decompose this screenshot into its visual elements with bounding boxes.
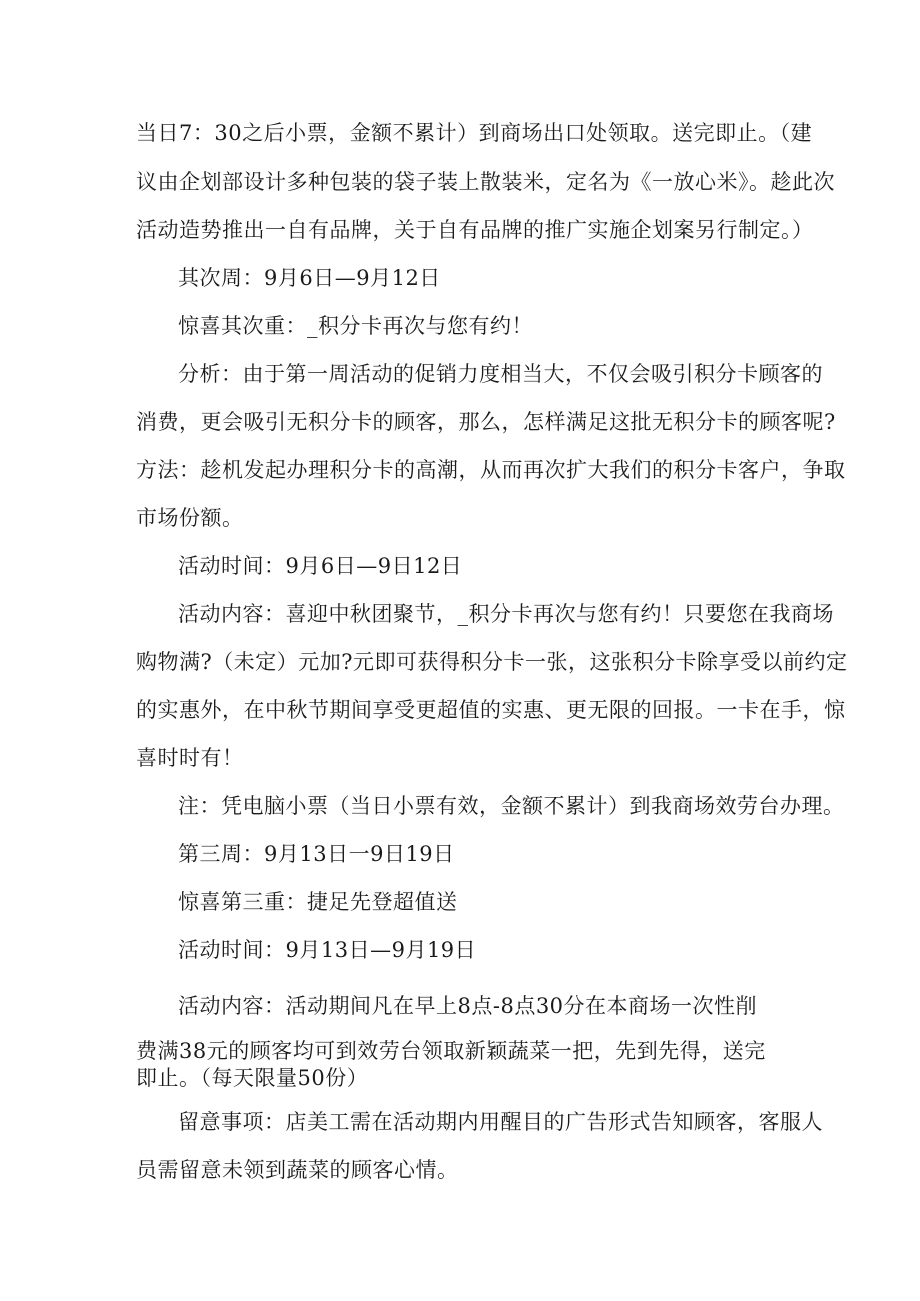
paragraph-line: 费满38元的顾客均可到效劳台领取新颖蔬菜一把，先到先得，送完 [136, 1039, 766, 1063]
paragraph-line: 留意事项：店美工需在活动期内用醒目的广告形式告知顾客，客服人 [178, 1110, 823, 1134]
paragraph-line: 活动内容：活动期间凡在早上8点-8点30分在本商场一次性削 [178, 994, 758, 1018]
paragraph-line: 活动内容：喜迎中秋团聚节，_积分卡再次与您有约！只要您在我商场 [178, 602, 834, 626]
paragraph-line: 市场份额。 [136, 506, 244, 530]
section-heading: 惊喜其次重：_积分卡再次与您有约！ [178, 314, 533, 338]
section-heading: 第三周：9月13日一9日19日 [178, 842, 455, 866]
paragraph-line: 购物满?（未定）元加?元即可获得积分卡一张，这张积分卡除享受以前约定 [136, 650, 848, 674]
paragraph-line: 分析：由于第一周活动的促销力度相当大，不仅会吸引积分卡顾客的 [178, 362, 823, 386]
paragraph-line: 活动时间：9月13日—9月19日 [178, 938, 477, 962]
paragraph-line: 议由企划部设计多种包装的袋子装上散装米，定名为《一放心米》。趁此次 [136, 170, 835, 194]
paragraph-line: 即止。（每天限量50份） [136, 1066, 369, 1090]
paragraph-line: 当日7：30之后小票，金额不累计）到商场出口处领取。送完即止。（建 [136, 121, 813, 145]
paragraph-line: 的实惠外，在中秋节期间享受更超值的实惠、更无限的回报。一卡在手，惊 [136, 698, 846, 722]
paragraph-line: 活动时间：9月6日—9日12日 [178, 554, 463, 578]
paragraph-line: 消费，更会吸引无积分卡的顾客，那么，怎样满足这批无积分卡的顾客呢? [136, 410, 836, 434]
section-heading: 其次周：9月6日—9月12日 [178, 266, 441, 290]
paragraph-line: 方法：趁机发起办理积分卡的高潮，从而再次扩大我们的积分卡客户，争取 [136, 458, 846, 482]
section-heading: 惊喜第三重：捷足先登超值送 [178, 890, 458, 914]
paragraph-line: 员需留意未领到蔬菜的顾客心情。 [136, 1158, 459, 1182]
paragraph-line: 活动造势推出一自有品牌，关于自有品牌的推广实施企划案另行制定。） [136, 218, 814, 242]
paragraph-line: 喜时时有！ [136, 746, 244, 770]
paragraph-line: 注：凭电脑小票（当日小票有效，金额不累计）到我商场效劳台办理。 [178, 794, 845, 818]
